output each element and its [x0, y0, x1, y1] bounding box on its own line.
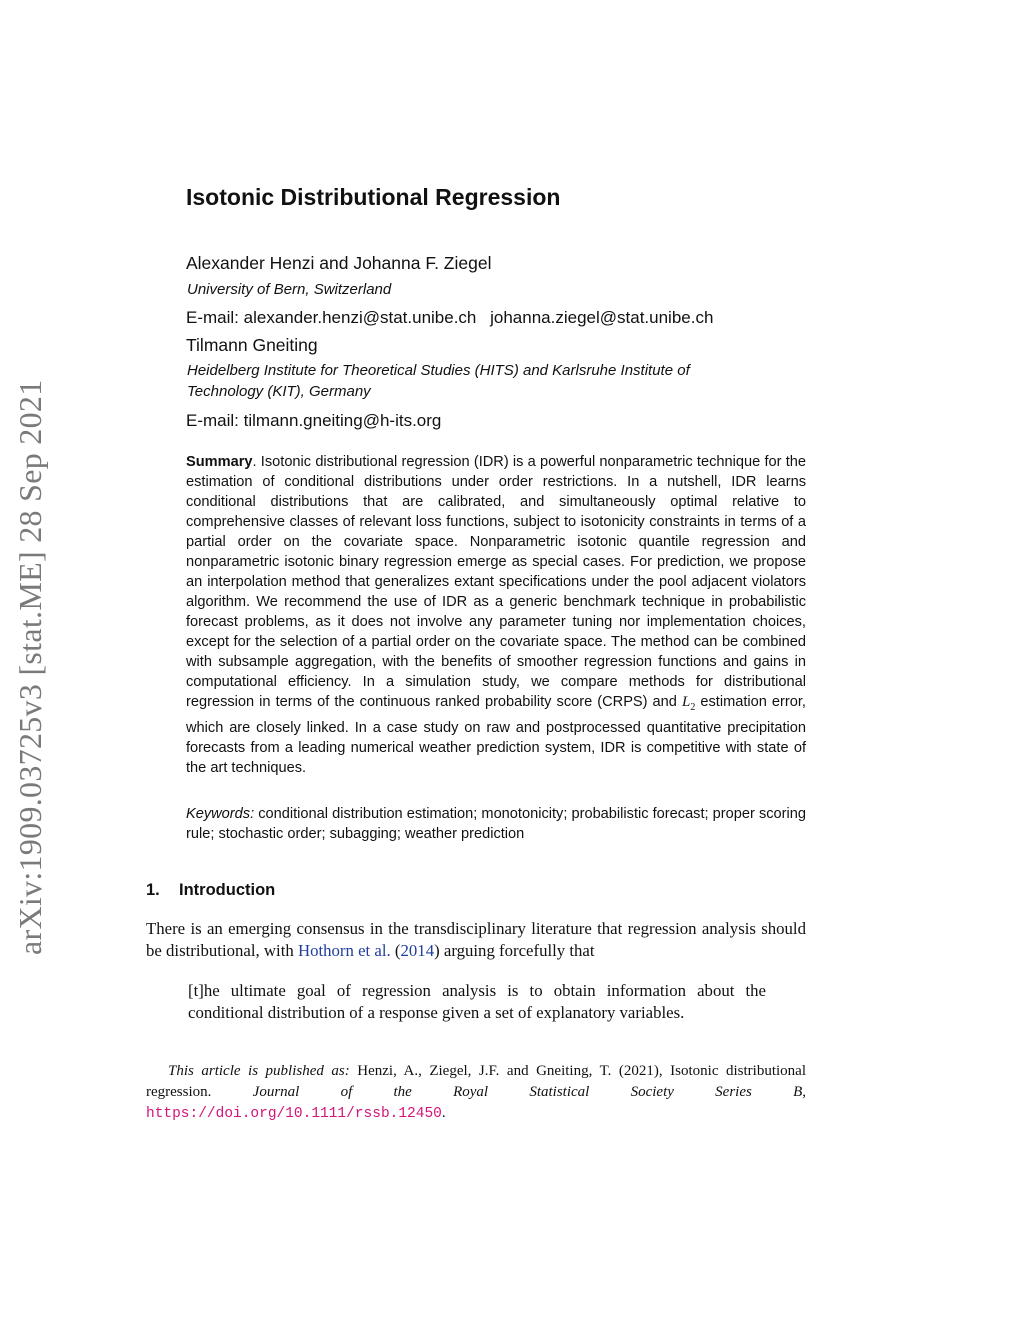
math-l2: [681, 694, 696, 713]
intro-text-before: There is an emerging consensus in the transdisciplinary literature that regression analysis should be distributional, with: [146, 919, 806, 960]
doi-url-part2[interactable]: org/10.1111/rssb.12450: [250, 1106, 442, 1122]
affiliation-2-line2: Technology (KIT), Germany: [187, 383, 371, 400]
email-henzi[interactable]: alexander.henzi@stat.unibe.ch: [243, 308, 477, 327]
block-quote: [t]he ultimate goal of regression analysis is to obtain information about the conditional distribution of a response given a set of explanatory variables.: [188, 981, 766, 1022]
arxiv-stamp: arXiv:1909.03725v3 [stat.ME] 28 Sep 2021: [12, 379, 48, 955]
keywords-label: Keywords:: [186, 806, 255, 822]
citation-hothorn[interactable]: Hothorn et al.: [297, 941, 391, 960]
email-ziegel[interactable]: johanna.ziegel@stat.unibe.ch: [490, 308, 714, 327]
section-heading-introduction: [146, 881, 275, 900]
note-period: .: [441, 1105, 446, 1121]
keywords-text: conditional distribution estimation; monotonicity; probabilistic forecast; proper scoring rule; stochastic order; subagging; weather prediction: [186, 806, 806, 842]
email-label: E-mail:: [186, 411, 239, 430]
abstract-text-1: . Isotonic distributional regression (IDR) is a powerful nonparametric technique for the estimation of conditional distributions under order restrictions. In a nutshell, IDR learns conditional distributions that are calibrated, and simultaneously optimal relative to comprehensive classes of relevant loss functions, subject to isotonicity constraints in terms of a partial order on the covariate space. Nonparametric isotonic quantile regression and nonparametric isotonic binary regression emerge as special cases. For prediction, we propose an interpolation method that generalizes extant specifications under the pool adjacent violators algorithm. We recommend the use of IDR as a generic benchmark technique in probabilistic forecast problems, as it does not involve any parameter tuning nor implementation choices, except for the selection of a partial order on the covariate space. The method can be combined with subsample aggregation, with the benefits of smoother regression functions and gains in computational efficiency. In a simulation study, we compare methods for distributional regression in terms of the continuous ranked probability score (CRPS) and: [186, 454, 806, 710]
email-line-2: [186, 411, 441, 431]
math-subscript: 2: [690, 702, 696, 713]
cite-paren-close: ): [434, 941, 440, 960]
math-l: L: [681, 694, 691, 710]
intro-paragraph: [146, 918, 806, 962]
publication-ref: Henzi, A., Ziegel, J.F. and Gneiting, T. (2021), Isotonic distributional regression.: [146, 1063, 806, 1100]
authors-line1: Alexander Henzi and Johanna F. Ziegel: [186, 253, 492, 273]
publication-note: [146, 1061, 806, 1125]
affiliation-1: University of Bern, Switzerland: [187, 281, 392, 298]
section-title: Introduction: [179, 881, 276, 899]
journal-name: Journal of the Royal Statistical Society Series B: [252, 1084, 803, 1100]
publication-note-text: [146, 1061, 806, 1125]
doi-url-part1[interactable]: https://doi.: [146, 1106, 251, 1122]
email-line-1: [186, 308, 713, 328]
abstract-text-2: estimation error, which are closely linked. In a case study on raw and postprocessed quantitative precipitation forecasts from a leading numerical weather prediction system, IDR is competitive with state of the art techniques.: [186, 694, 806, 776]
email-gneiting[interactable]: tilmann.gneiting@h-its.org: [243, 411, 442, 430]
intro-text-after: arguing forcefully that: [443, 941, 595, 960]
section-number: 1.: [146, 881, 160, 899]
email-label: E-mail:: [186, 308, 239, 327]
abstract-label: Summary: [186, 454, 253, 470]
citation-year[interactable]: 2014: [400, 941, 435, 960]
author-gneiting: Tilmann Gneiting: [186, 335, 318, 355]
paper-title: Isotonic Distributional Regression: [186, 184, 561, 210]
keywords: [186, 804, 806, 844]
abstract: [186, 452, 806, 778]
cite-paren-open: (: [394, 941, 401, 960]
affiliation-2-line1: Heidelberg Institute for Theoretical Studies (HITS) and Karlsruhe Institute of: [187, 362, 690, 379]
doi-link[interactable]: [146, 1106, 442, 1122]
journal-comma: ,: [802, 1084, 806, 1100]
publication-lead: This article is published as:: [168, 1063, 350, 1079]
